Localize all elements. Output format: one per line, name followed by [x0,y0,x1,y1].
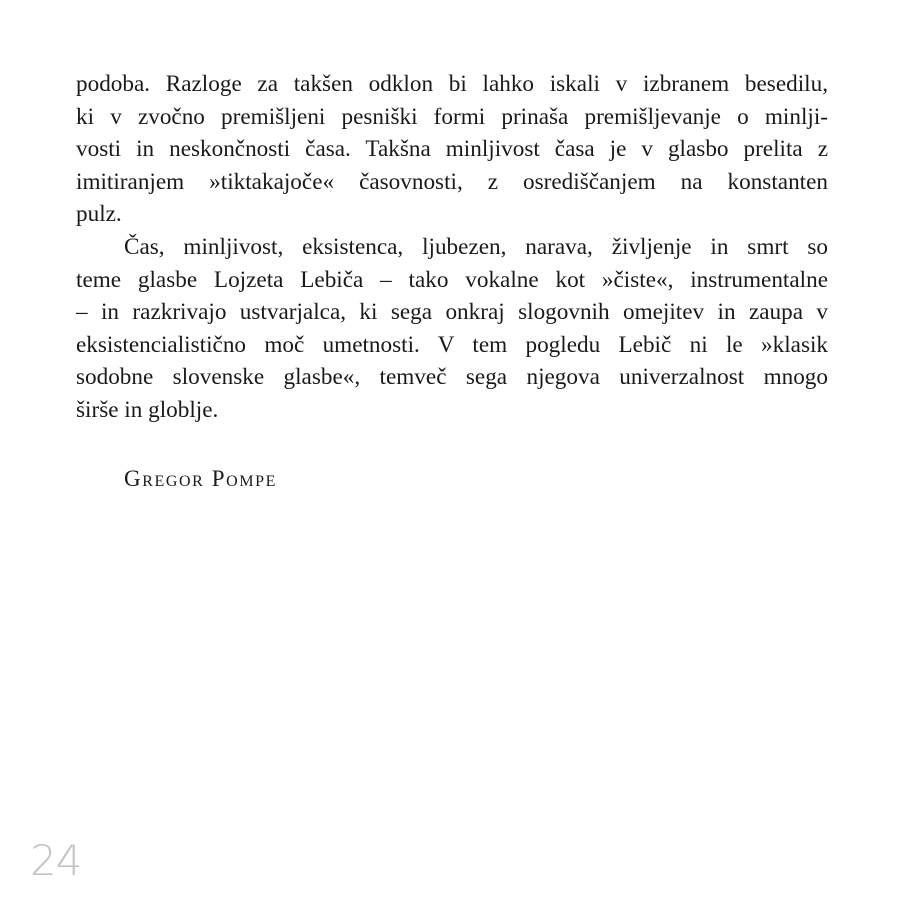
text-line: ki v zvočno premišljeni pesniški formi prinaša premišljevanje o minlji- [76,103,828,130]
text-line: Čas, minljivost, eksistenca, ljubezen, narava, življenje in smrt so [124,233,828,260]
text-line: širše in globlje. [76,396,219,423]
text-line: podoba. Razloge za takšen odklon bi lahko iskali v izbranem besedilu, [76,71,828,97]
paragraph-2 [76,231,828,427]
text-line: – in razkrivajo ustvarjalca, ki sega onkraj slogovnih omejitev in zaupa v [76,299,828,326]
paragraph-1 [76,68,828,231]
author-signature: Gregor Pompe [124,466,278,491]
text-line: eksistencialistično moč umetnosti. V tem pogledu Lebič ni le »klasik [76,331,828,358]
text-line: sodobne slovenske glasbe«, temveč sega njegova univerzalnost mnogo [76,364,828,391]
text-line: imitiranjem »tiktakajoče« časovnosti, z osrediščanjem na konstanten [76,168,828,195]
text-line: vosti in neskončnosti časa. Takšna minljivost časa je v glasbo prelita z [76,136,828,163]
page-number: 24 [30,836,82,885]
text-line: pulz. [76,201,122,228]
text-line: teme glasbe Lojzeta Lebiča – tako vokalne kot »čiste«, instrumentalne [76,266,828,293]
body-text [76,68,828,427]
